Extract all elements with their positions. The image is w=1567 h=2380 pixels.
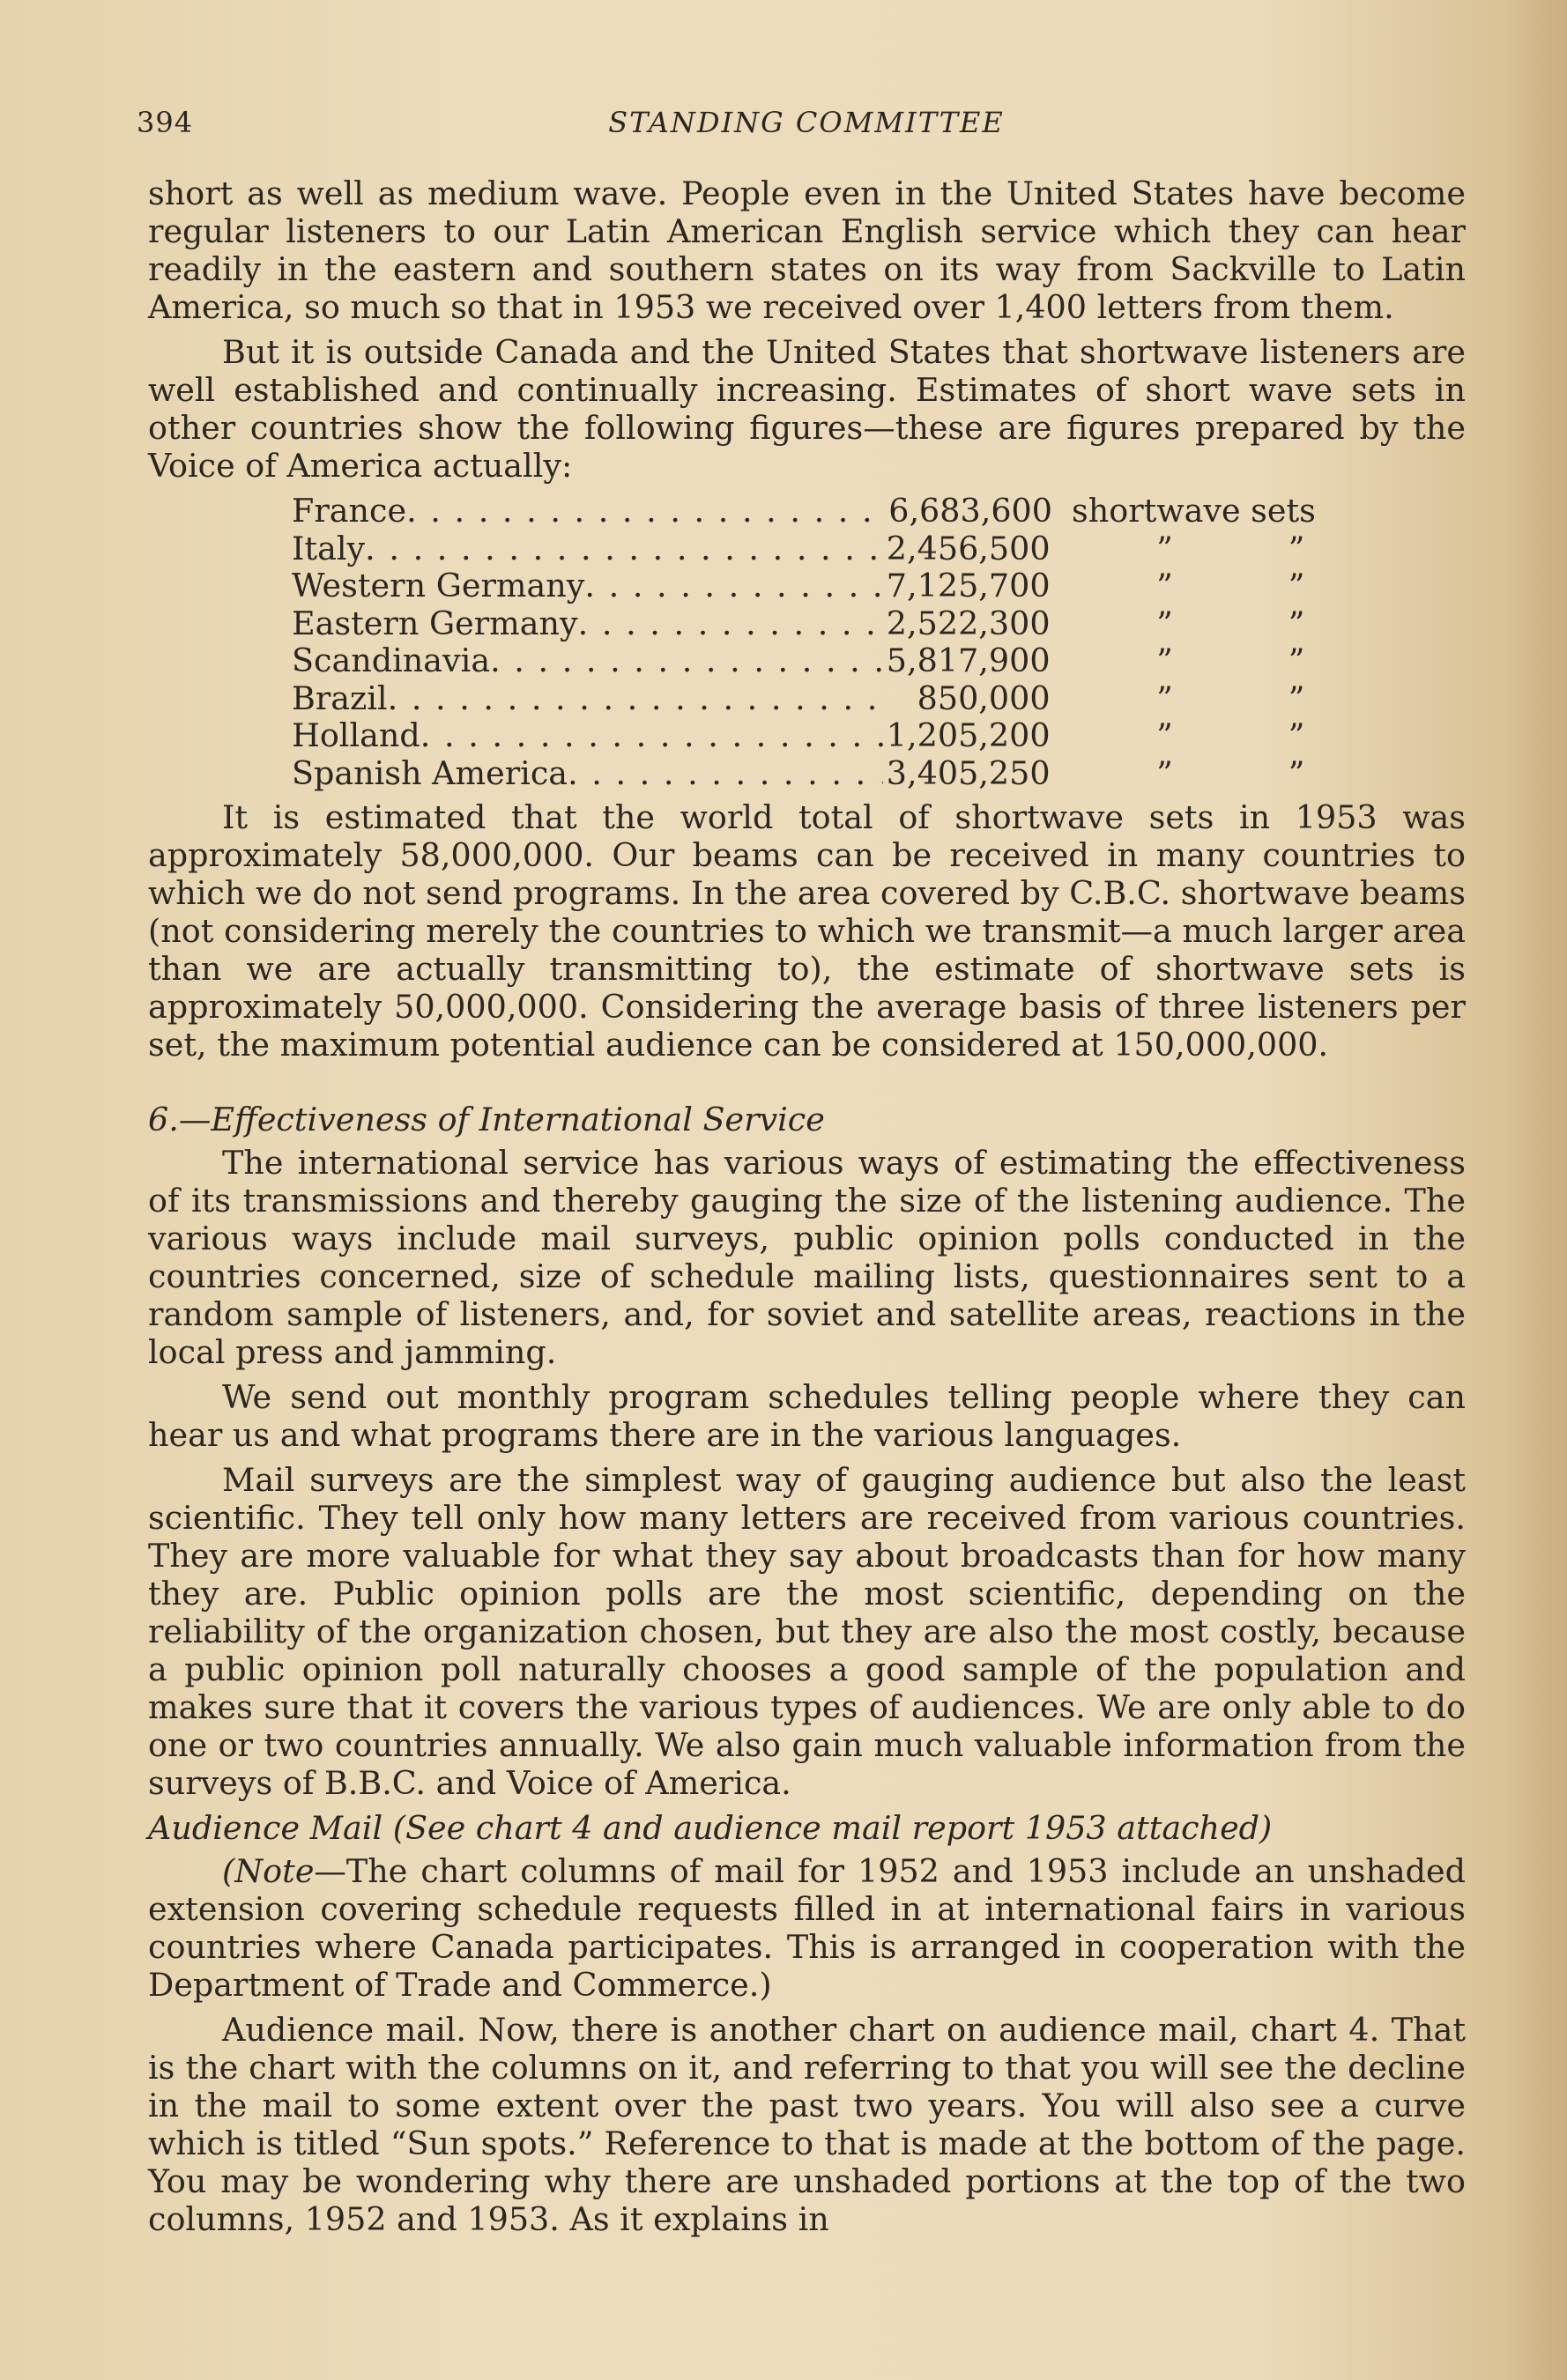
paragraph: But it is outside Canada and the United States that shortwave listeners are well established and continually increasing. Estimates of short wave sets in other countries show the following figures—these are figures prepared by the Voice of America actually: — [148, 333, 1466, 485]
table-row — [292, 530, 1340, 567]
page-number: 394 — [137, 106, 194, 139]
paragraph: Audience mail. Now, there is another chart on audience mail, chart 4. That is the chart with the columns on it, and referring to that you will see the decline in the mail to some extent over the past two years. You will also see a curve which is titled “Sun spots.” Reference to that is made at the bottom of the page. You may be wondering why there are unshaded portions at the top of the two columns, 1952 and 1953. As it explains in — [148, 2011, 1466, 2238]
ditto-mark: ” — [1156, 641, 1173, 679]
unit-label: shortwave sets — [1072, 492, 1316, 530]
country-name: Eastern Germany — [292, 604, 578, 642]
country-name: Brazil — [292, 678, 388, 717]
sets-value: 850,000 — [917, 678, 1051, 717]
ditto-mark: ” — [1288, 641, 1305, 679]
shortwave-sets-table — [292, 492, 1340, 791]
ditto-mark: ” — [1288, 678, 1305, 717]
ditto-mark: ” — [1288, 567, 1305, 604]
paragraph: It is estimated that the world total of shortwave sets in 1953 was approximately 58,000,000. Our beams can be received in many countries to which we do not send programs. In the area covered by C.B.C. shortwave beams (not considering merely the countries to which we transmit—a much larger area than we are actually transmitting to), the estimate of shortwave sets is approximately 50,000,000. Considering the average basis of three listeners per set, the maximum potential audience can be considered at 150,000,000. — [148, 798, 1466, 1064]
body-text — [148, 174, 1466, 2245]
sets-value: 6,683,600 — [888, 492, 1052, 530]
sets-value: 1,205,200 — [886, 716, 1051, 754]
paragraph: short as well as medium wave. People even in the United States have become regular listeners to our Latin American English service which they can hear readily in the eastern and southern states on its way from Sackville to Latin America, so much so that in 1953 we received over 1,400 letters from them. — [148, 174, 1466, 326]
table-row — [292, 492, 1340, 530]
country-name: Holland — [292, 716, 420, 754]
ditto-mark: ” — [1156, 567, 1173, 604]
sets-value: 7,125,700 — [886, 567, 1051, 604]
country-name: Western Germany — [292, 567, 585, 604]
table-row — [292, 754, 1340, 792]
page-header — [137, 106, 1459, 141]
country-name: Spanish America — [292, 753, 568, 792]
ditto-mark: ” — [1288, 604, 1305, 642]
sets-value: 3,405,250 — [886, 753, 1051, 792]
sets-value: 5,817,900 — [886, 641, 1051, 679]
ditto-mark: ” — [1156, 753, 1173, 792]
table-row — [292, 567, 1340, 604]
table-row — [292, 679, 1340, 717]
sets-value: 2,522,300 — [886, 604, 1051, 642]
ditto-mark: ” — [1288, 753, 1305, 792]
country-name: Italy — [292, 529, 366, 567]
table-row — [292, 641, 1340, 679]
subsection-heading: Audience Mail (See chart 4 and audience mail report 1953 attached) — [148, 1809, 1273, 1847]
ditto-mark: ” — [1288, 529, 1305, 567]
table-row — [292, 716, 1340, 754]
note-paragraph — [148, 1852, 1466, 2004]
sets-value: 2,456,500 — [886, 529, 1051, 567]
country-name: Scandinavia — [292, 641, 491, 679]
note-text: —The chart columns of mail for 1952 and 1953 include an unshaded extension covering schedule requests filled in at international fairs in various countries where Canada participates. This is arranged in cooperation with the Department of Trade and Commerce.) — [148, 1852, 1466, 2004]
ditto-mark: ” — [1156, 678, 1173, 717]
ditto-mark: ” — [1156, 529, 1173, 567]
ditto-mark: ” — [1156, 604, 1173, 642]
paragraph: The international service has various ways of estimating the effectiveness of its transmissions and thereby gauging the size of the listening audience. The various ways include mail surveys, public opinion polls conducted in the countries concerned, size of schedule mailing lists, questionnaires sent to a random sample of listeners, and, for soviet and satellite areas, reactions in the local press and jamming. — [148, 1144, 1466, 1371]
paragraph: Mail surveys are the simplest way of gauging audience but also the least scientific. They tell only how many letters are received from various countries. They are more valuable for what they say about broadcasts than for how many they are. Public opinion polls are the most scientific, depending on the reliability of the organization chosen, but they are also the most costly, because a public opinion poll naturally chooses a good sample of the population and makes sure that it covers the various types of audiences. We are only able to do one or two countries annually. We also gain much valuable information from the surveys of B.B.C. and Voice of America. — [148, 1461, 1466, 1802]
ditto-mark: ” — [1288, 716, 1305, 754]
table-row — [292, 604, 1340, 642]
section-heading: 6.—Effectiveness of International Service — [148, 1101, 825, 1138]
country-name: France — [292, 492, 407, 530]
running-title: STANDING COMMITTEE — [608, 106, 1005, 139]
paragraph: We send out monthly program schedules telling people where they can hear us and what programs there are in the various languages. — [148, 1378, 1466, 1454]
ditto-mark: ” — [1156, 716, 1173, 754]
note-label: (Note — [222, 1852, 315, 1890]
